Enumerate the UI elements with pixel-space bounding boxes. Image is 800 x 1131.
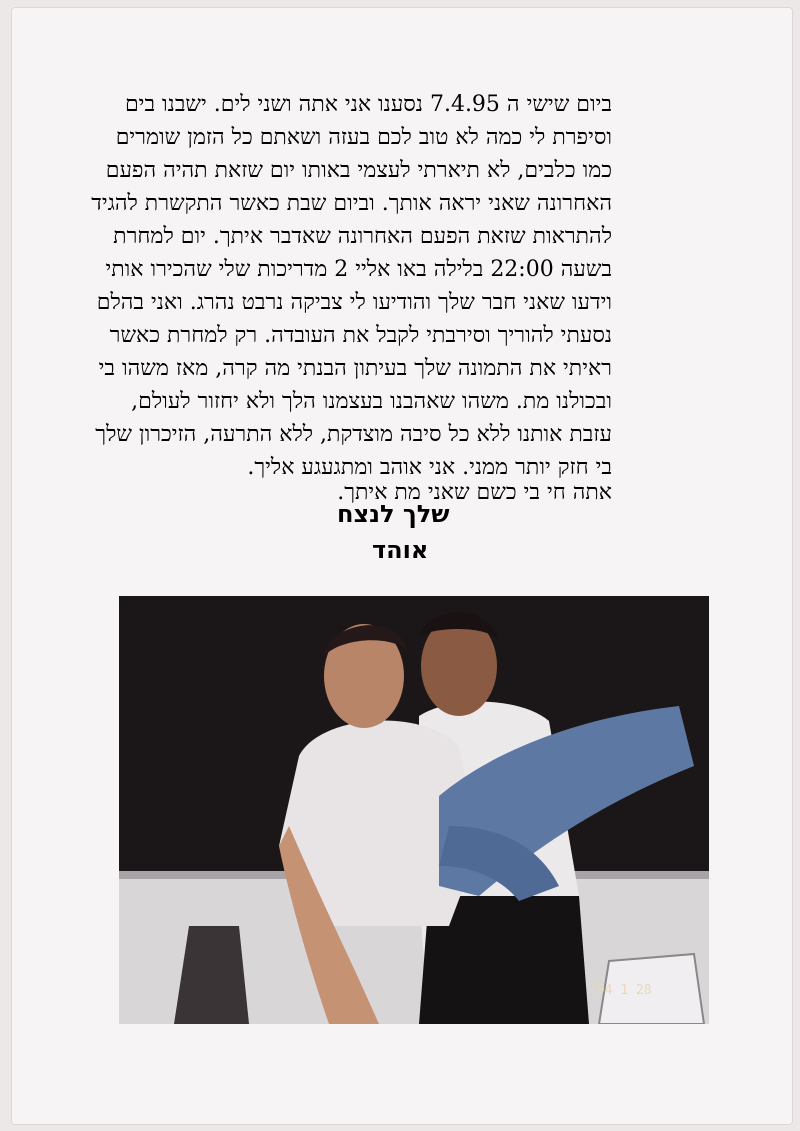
letter-line-4: האחרונה שאני יראה אותך. וביום שבת כאשר התקשרת להגיד <box>91 191 612 216</box>
date-stamp: '94 1 28 <box>589 983 652 998</box>
letter-line-5: להתראות שזאת הפעם האחרונה שאדבר איתך. יום למחרת <box>113 224 612 249</box>
letter-line-9: ראיתי את התמונה שלך בעיתון הבנתי מה קרה, מאז משהו בי <box>98 356 612 381</box>
letter-line-11: עזבת אותנו ללא כל סיבה מוצדקת, ללא התרעה, הזיכרון שלך <box>95 422 612 447</box>
letter-line-8: נסעתי להוריך וסירבתי לקבל את העובדה. רק למחרת כאשר <box>109 323 612 348</box>
letter-line-7: וידעו שאני חבר שלך והודיעו לי צביקה נרבט נהרג. ואני בהלם <box>96 290 612 315</box>
closing-text: שלך לנצח <box>337 500 450 528</box>
signature-name: אוהד <box>372 536 429 564</box>
photo-illustration <box>119 596 709 1024</box>
letter-line-2: וסיפרת לי כמה לא טוב לכם בעזה ושאתם כל הזמן שומרים <box>115 125 612 150</box>
letter-line-12: בי חזק יותר ממני. אני אוהב ומתגעגע אליך. <box>247 455 612 480</box>
photograph <box>119 596 709 1024</box>
letter-line-10: ובכולנו מת. משהו שאהבנו בעצמנו הלך ולא יחזור לעולם, <box>131 389 612 414</box>
document-page <box>12 8 792 1124</box>
letter-line-13: אתה חי בי כשם שאני מת איתך. <box>337 480 612 505</box>
letter-line-1: ביום שישי ה 7.4.95 נסענו אני אתה ושני לים. ישבנו בים <box>124 92 612 117</box>
letter-line-6: בשעה 22:00 בלילה באו אליי 2 מדריכות שלי שהכירו אותי <box>105 257 612 282</box>
letter-line-3: כמו כלבים, לא תיארתי לעצמי באותו יום שזאת תהיה הפעם <box>105 158 612 183</box>
